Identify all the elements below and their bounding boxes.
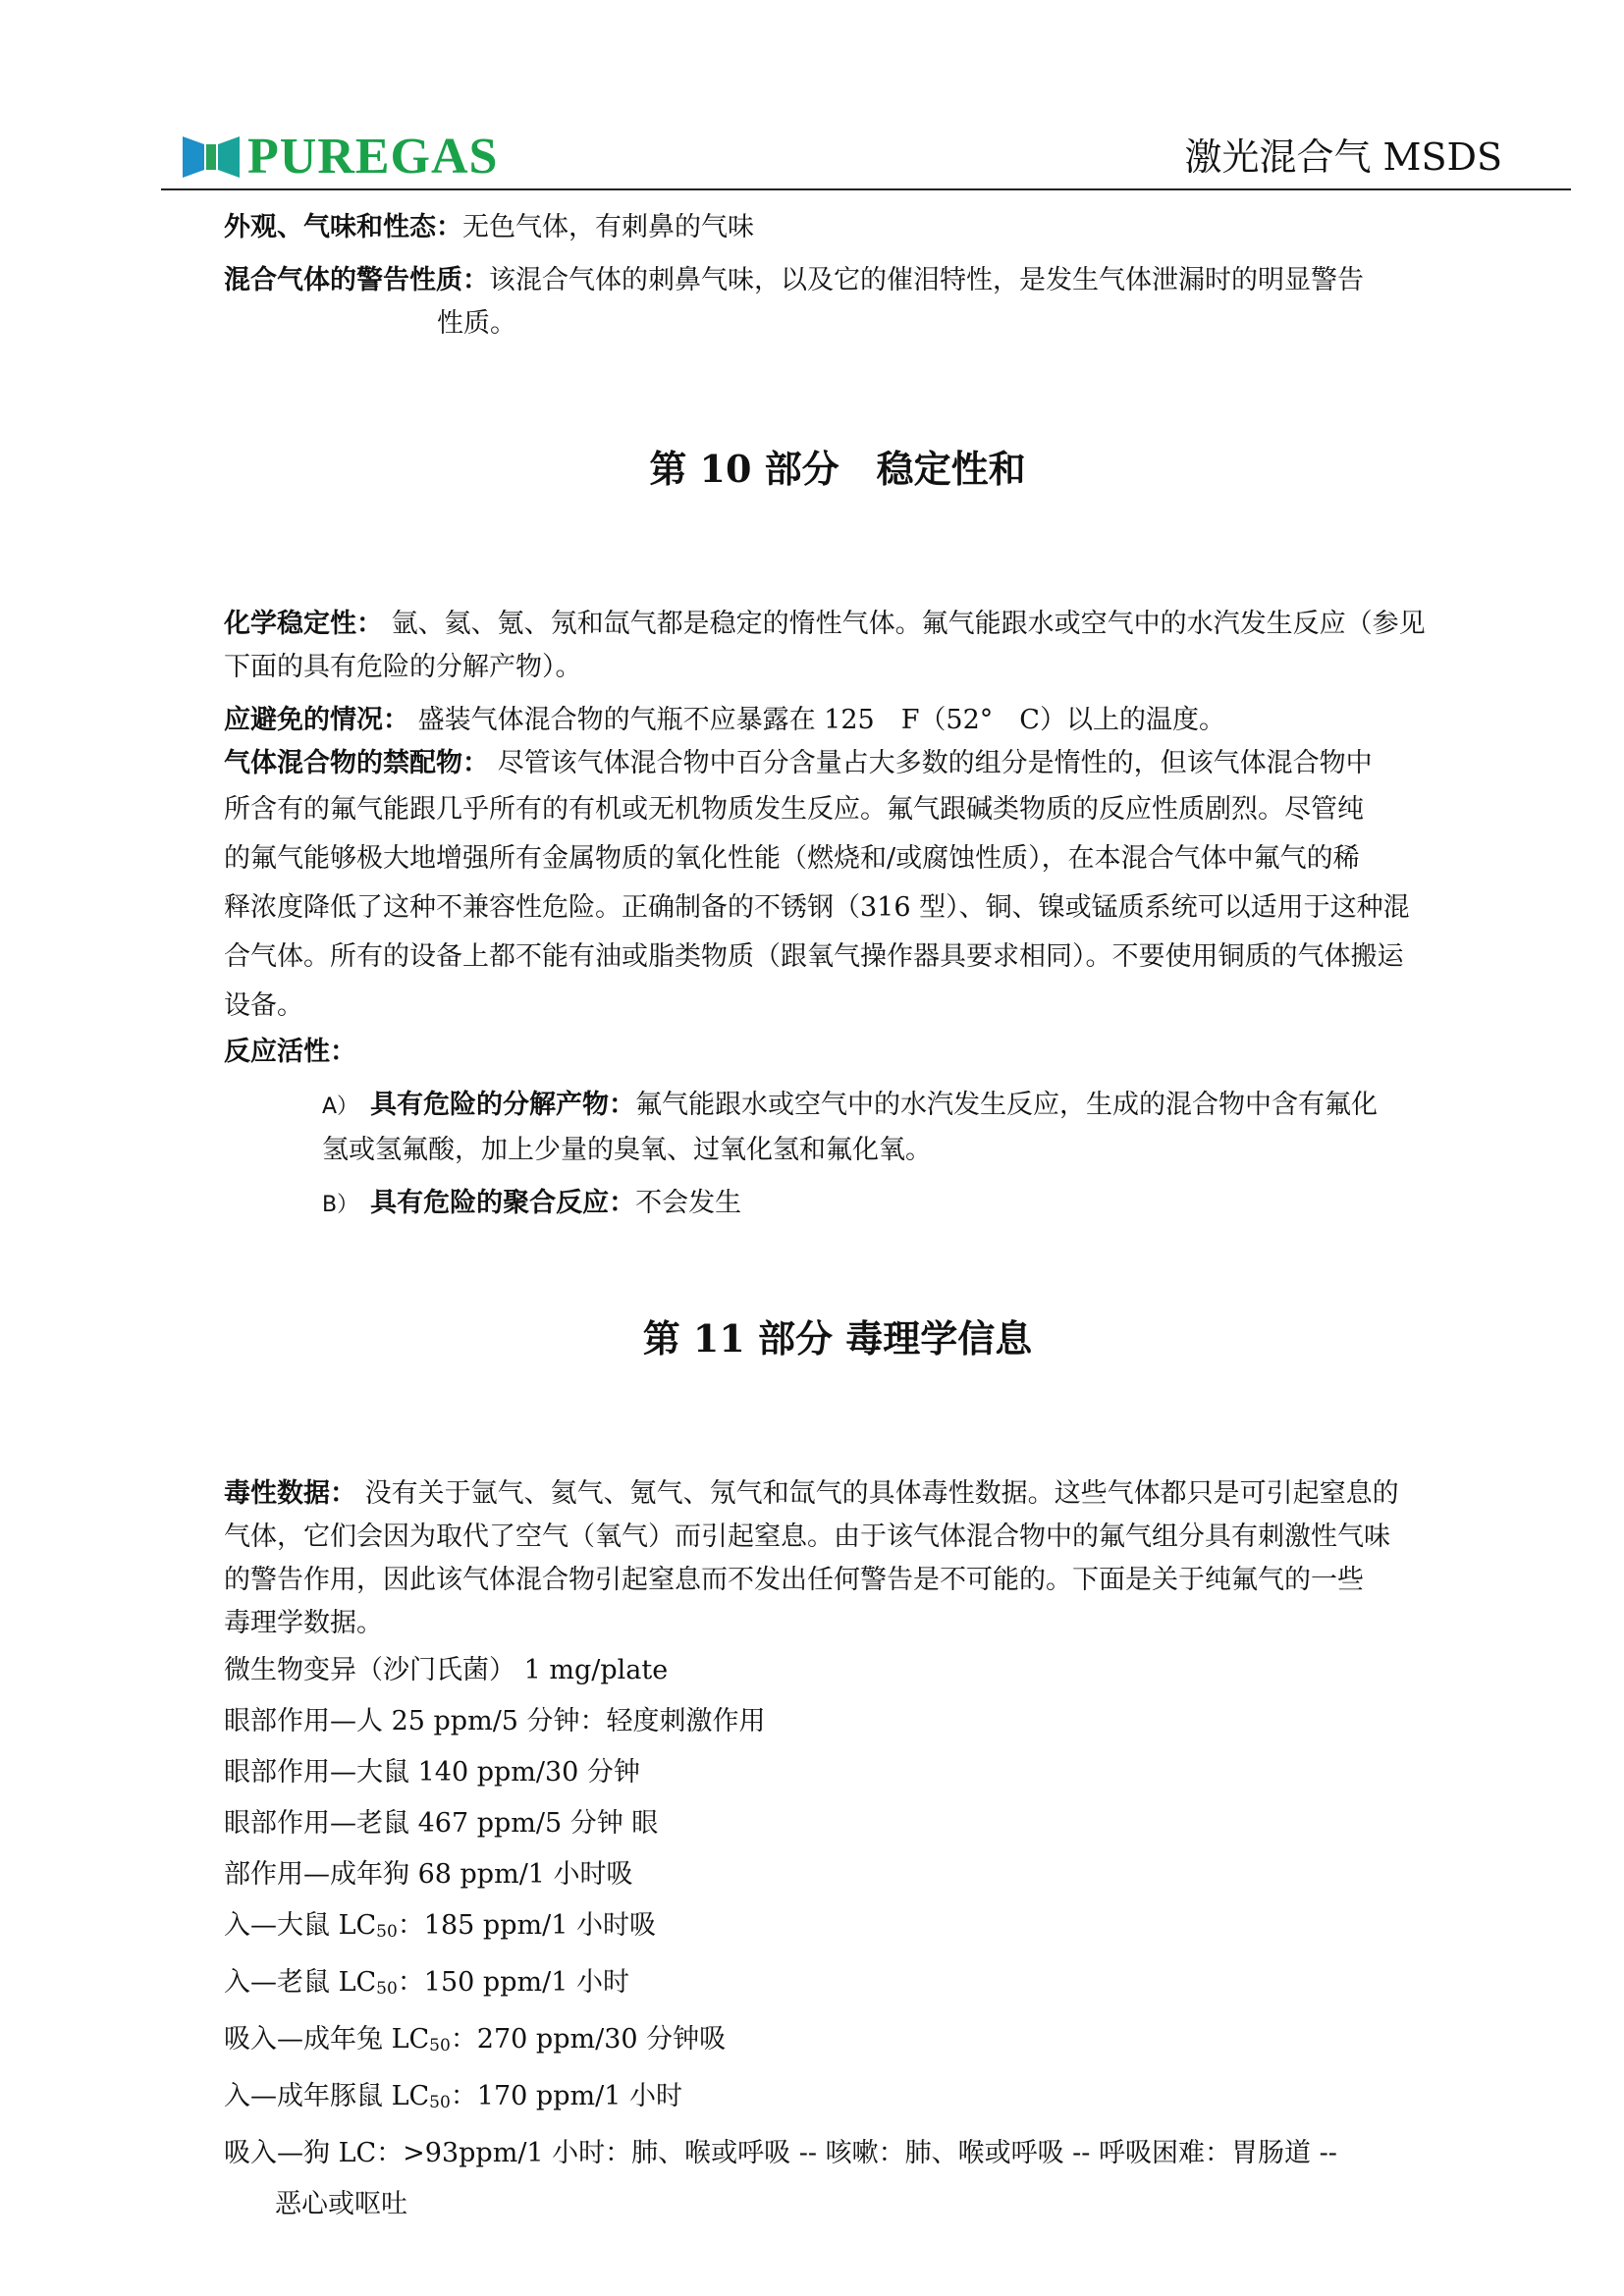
tox-data-9-b: ：170 ppm/1 小时	[450, 2081, 682, 2111]
item-b-text: 不会发生	[635, 1188, 742, 1218]
tox-data-7	[224, 1957, 1451, 2014]
item-b-marker: B）	[322, 1193, 359, 1217]
tox-data-8-sub: 50	[429, 2036, 451, 2056]
incompat-line-2: 所含有的氟气能跟几乎所有的有机或无机物质发生反应。氟气跟碱类物质的反应性质剧烈。尽管纯	[224, 794, 1364, 825]
tox-data-6-b: ：185 ppm/1 小时吸	[397, 1910, 656, 1941]
tox-data-1: 微生物变异（沙门氏菌） 1 mg/plate	[224, 1655, 669, 1685]
item-a-text: 氟气能跟水或空气中的水汽发生反应，生成的混合物中含有氟化	[635, 1090, 1379, 1120]
incompat-label: 气体混合物的禁配物：	[224, 748, 489, 778]
tox-data-7-sub: 50	[376, 1979, 398, 1999]
chem-stability-cont: 下面的具有危险的分解产物）。	[224, 652, 582, 682]
incompatibles-paragraph	[224, 742, 1451, 1031]
section-10-title: 第 10 部分 稳定性和	[649, 447, 1026, 491]
avoid-label: 应避免的情况：	[224, 705, 409, 735]
tox-line-2: 气体，它们会因为取代了空气（氧气）而引起窒息。由于该气体混合物中的氟气组分具有刺激性气味	[224, 1522, 1390, 1552]
item-a-label: 具有危险的分解产物：	[370, 1090, 636, 1120]
tox-data-9-a: 入—成年豚鼠 LC	[224, 2081, 430, 2111]
tox-data-6	[224, 1900, 1451, 1957]
warning-value: 该混合气体的刺鼻气味，以及它的催泪特性，是发生气体泄漏时的明显警告	[489, 265, 1364, 295]
puregas-logo-icon	[183, 133, 240, 182]
item-a-marker: A）	[322, 1095, 359, 1119]
avoid-value: 盛装气体混合物的气瓶不应暴露在 125 F（52° C）以上的温度。	[409, 705, 1225, 735]
tox-data-4: 眼部作用—老鼠 467 ppm/5 分钟 眼	[224, 1808, 659, 1839]
tox-label: 毒性数据：	[224, 1478, 356, 1509]
appearance-value: 无色气体，有刺鼻的气味	[462, 212, 754, 242]
incompat-line-1	[224, 742, 1451, 785]
warning-line	[224, 259, 1451, 302]
tox-data-2: 眼部作用—人 25 ppm/5 分钟：轻度刺激作用	[224, 1706, 766, 1736]
warning-label: 混合气体的警告性质：	[224, 265, 489, 295]
header-divider	[161, 188, 1571, 190]
chem-stability-label: 化学稳定性：	[224, 609, 383, 639]
incompat-line-3: 的氟气能够极大地增强所有金属物质的氧化性能（燃烧和/或腐蚀性质），在本混合气体中氟气的稀	[224, 843, 1360, 874]
tox-data-7-a: 入—老鼠 LC	[224, 1967, 377, 1998]
tox-data-6-a: 入—大鼠 LC	[224, 1910, 377, 1941]
warning-value-cont: 性质。	[437, 308, 516, 339]
reactivity-label: 反应活性：	[224, 1037, 356, 1067]
tox-data-9	[224, 2071, 1451, 2128]
document-title: 激光混合气 MSDS	[1184, 135, 1502, 179]
tox-data-8-a: 吸入—成年兔 LC	[224, 2024, 430, 2055]
tox-data-5: 部作用—成年狗 68 ppm/1 小时吸	[224, 1859, 633, 1890]
puregas-logo	[183, 129, 499, 185]
tox-data-8-b: ：270 ppm/30 分钟吸	[450, 2024, 727, 2055]
tox-data-7-b: ：150 ppm/1 小时	[397, 1967, 629, 1998]
incompat-line-6: 设备。	[224, 990, 303, 1021]
incompat-line-4: 释浓度降低了这种不兼容性危险。正确制备的不锈钢（316 型）、铜、镍或锰质系统可以适用于这种混	[224, 892, 1410, 923]
tox-data-3: 眼部作用—大鼠 140 ppm/30 分钟	[224, 1757, 640, 1788]
chem-stability-line	[224, 603, 1451, 646]
tox-data-9-sub: 50	[429, 2093, 451, 2112]
item-b-label: 具有危险的聚合反应：	[370, 1188, 636, 1218]
appearance-label: 外观、气味和性态：	[224, 212, 462, 242]
tox-data-6-sub: 50	[376, 1922, 398, 1942]
tox-data-8	[224, 2014, 1451, 2071]
incompat-text-1: 尽管该气体混合物中百分含量占大多数的组分是惰性的，但该气体混合物中	[489, 748, 1373, 778]
appearance-line	[224, 206, 1451, 249]
tox-line-4: 毒理学数据。	[224, 1608, 383, 1638]
reactivity-item-b	[224, 1182, 1451, 1227]
tox-data-11: 恶心或呕吐	[275, 2189, 407, 2219]
chem-stability-text: 氩、氦、氪、氖和氙气都是稳定的惰性气体。氟气能跟水或空气中的水汽发生反应（参见	[383, 609, 1426, 639]
section-11-title: 第 11 部分 毒理学信息	[642, 1316, 1033, 1361]
page-header	[161, 126, 1571, 190]
tox-data-10: 吸入—狗 LC：>93ppm/1 小时：肺、喉或呼吸 -- 咳嗽：肺、喉或呼吸 -- 呼吸困难：胃肠道 --	[224, 2138, 1337, 2168]
incompat-line-5: 合气体。所有的设备上都不能有油或脂类物质（跟氧气操作器具要求相同）。不要使用铜质的气体搬运	[224, 941, 1404, 972]
reactivity-item-a	[224, 1084, 1451, 1129]
reactivity-item-a-cont: 氢或氢氟酸，加上少量的臭氧、过氧化氢和氟化氧。	[322, 1135, 932, 1165]
tox-line-3: 的警告作用，因此该气体混合物引起窒息而不发出任何警告是不可能的。下面是关于纯氟气的一些	[224, 1565, 1364, 1595]
page-content	[224, 206, 1451, 2230]
logo-text: PUREGAS	[247, 129, 499, 185]
tox-line-1	[224, 1472, 1451, 1516]
avoid-line	[224, 699, 1451, 742]
tox-text-1: 没有关于氩气、氦气、氪气、氖气和氙气的具体毒性数据。这些气体都只是可引起窒息的	[356, 1478, 1399, 1509]
